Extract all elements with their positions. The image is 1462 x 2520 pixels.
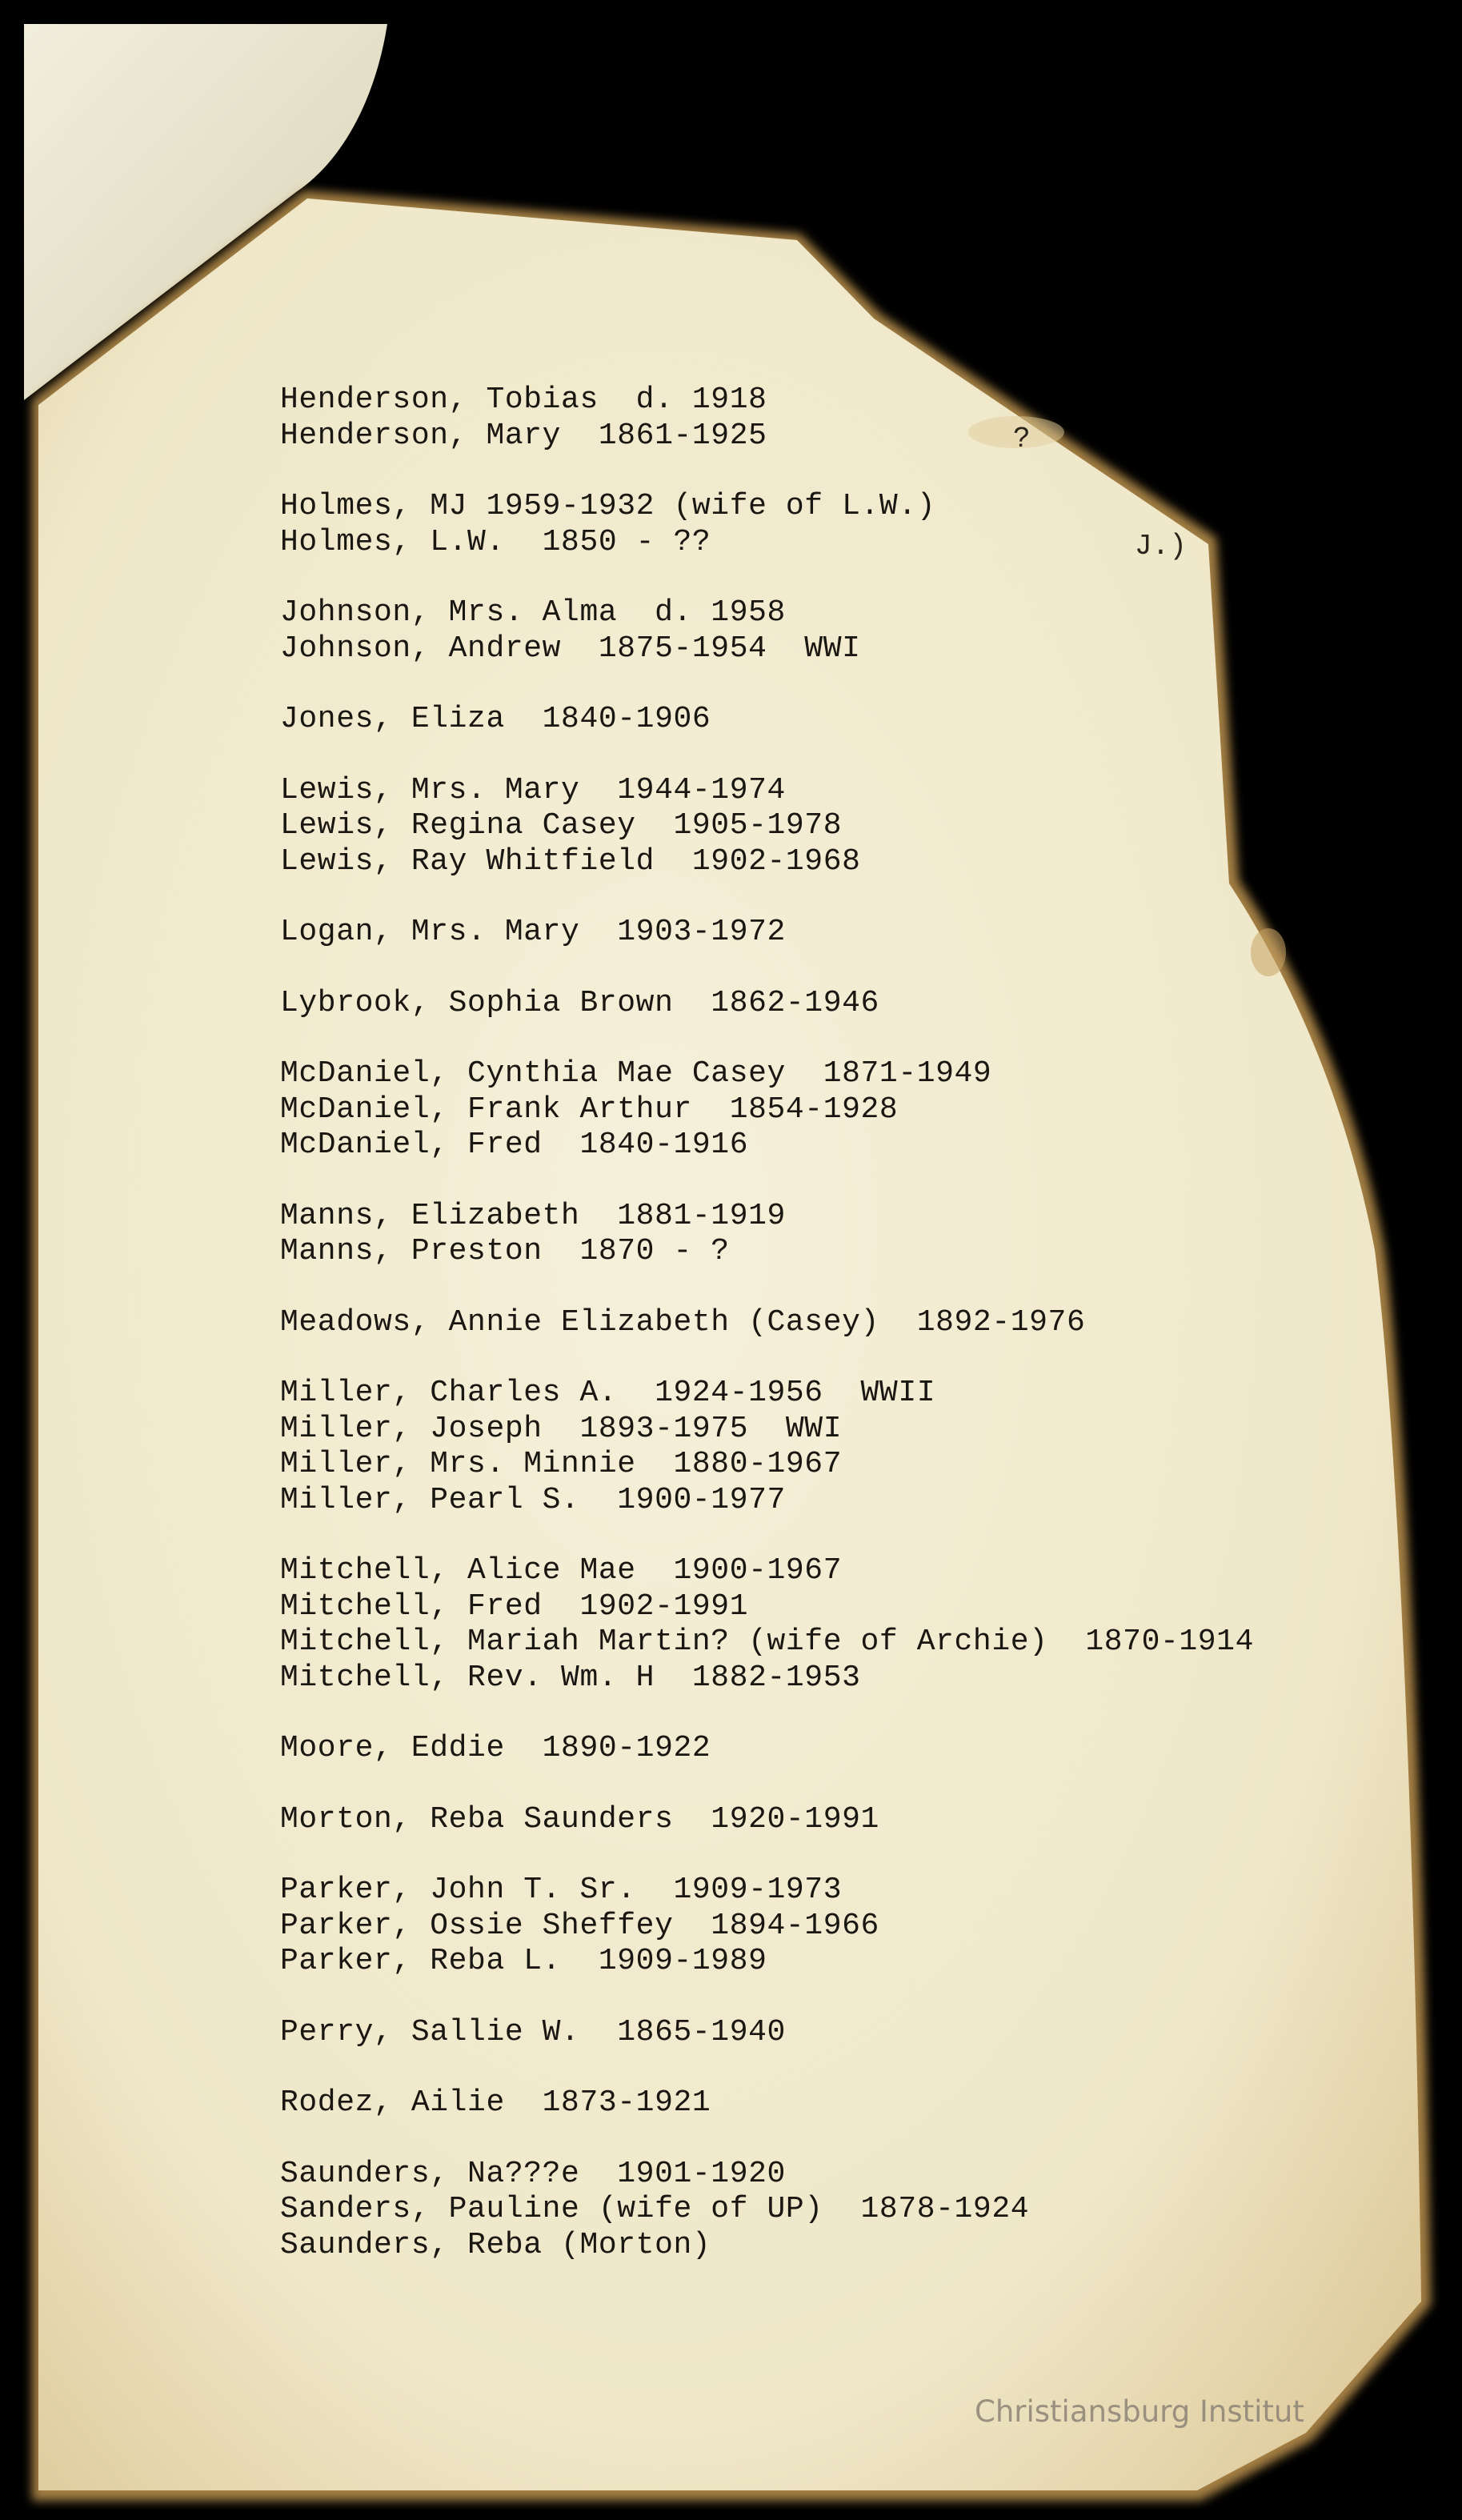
stray-initial-fragment: J.) (1135, 530, 1187, 563)
list-item: Lewis, Ray Whitfield 1902-1968 (280, 843, 861, 879)
list-item: Mitchell, Rev. Wm. H 1882-1953 (280, 1660, 861, 1695)
list-item: Miller, Mrs. Minnie 1880-1967 (280, 1447, 843, 1481)
entry-group (280, 702, 1400, 738)
entry-group (280, 915, 1400, 951)
list-item: Saunders, Na???e 1901-1920 (280, 2156, 786, 2191)
entry-group (280, 1199, 1400, 1270)
list-item: Mitchell, Alice Mae 1900-1967 (280, 1553, 843, 1588)
list-item: Miller, Charles A. 1924-1956 WWII (280, 1376, 936, 1410)
list-item: Saunders, Reba (Morton) (280, 2227, 711, 2262)
list-item: McDaniel, Fred 1840-1916 (280, 1128, 749, 1162)
list-item: Mitchell, Fred 1902-1991 (280, 1589, 749, 1624)
name-list (280, 383, 1400, 2298)
list-item: Moore, Eddie 1890-1922 (280, 1731, 711, 1765)
list-item: Jones, Eliza 1840-1906 (280, 702, 711, 736)
entry-group (280, 383, 1400, 454)
list-item: McDaniel, Cynthia Mae Casey 1871-1949 (280, 1056, 992, 1091)
entry-group (280, 2015, 1400, 2051)
entry-group (280, 2157, 1400, 2264)
entry-group (280, 489, 1400, 560)
list-item: Mitchell, Mariah Martin? (wife of Archie) 1870-1914 (280, 1625, 1254, 1659)
entry-group (280, 986, 1400, 1022)
list-item: Logan, Mrs. Mary 1903-1972 (280, 915, 786, 949)
list-item: Lewis, Regina Casey 1905-1978 (280, 808, 843, 843)
entry-group (280, 1376, 1400, 1518)
list-item: Holmes, MJ 1959-1932 (wife of L.W.) (280, 489, 936, 523)
stray-question-mark: ? (1013, 423, 1031, 455)
list-item: Henderson, Mary 1861-1925 (280, 418, 767, 453)
entry-group (280, 1873, 1400, 1980)
list-item: Perry, Sallie W. 1865-1940 (280, 2014, 786, 2049)
entry-group (280, 2085, 1400, 2121)
list-item: Parker, Reba L. 1909-1989 (280, 1944, 767, 1978)
list-item: Johnson, Andrew 1875-1954 WWI (280, 631, 861, 666)
entry-group (280, 773, 1400, 880)
list-item: Rodez, Ailie 1873-1921 (280, 2085, 711, 2120)
list-item: Sanders, Pauline (wife of UP) 1878-1924 (280, 2192, 1030, 2226)
list-item: Henderson, Tobias d. 1918 (280, 383, 767, 417)
list-item: Miller, Pearl S. 1900-1977 (280, 1482, 786, 1517)
list-item: Meadows, Annie Elizabeth (Casey) 1892-1976 (280, 1304, 1086, 1340)
list-item: Lybrook, Sophia Brown 1862-1946 (280, 985, 879, 1020)
entry-group (280, 1802, 1400, 1838)
watermark: Christiansburg Institut (975, 2394, 1304, 2429)
list-item: Manns, Preston 1870 - ? (280, 1234, 730, 1268)
entry-group (280, 1056, 1400, 1164)
entry-group (280, 1553, 1400, 1696)
entry-group (280, 595, 1400, 667)
list-item: Holmes, L.W. 1850 - ?? (280, 524, 711, 559)
list-item: Parker, Ossie Sheffey 1894-1966 (280, 1908, 879, 1943)
entry-group (280, 1731, 1400, 1767)
list-item: Morton, Reba Saunders 1920-1991 (280, 1801, 879, 1837)
list-item: Miller, Joseph 1893-1975 WWI (280, 1411, 843, 1446)
list-item: Manns, Elizabeth 1881-1919 (280, 1198, 786, 1233)
list-item: McDaniel, Frank Arthur 1854-1928 (280, 1092, 899, 1127)
list-item: Johnson, Mrs. Alma d. 1958 (280, 595, 786, 630)
entry-group (280, 1305, 1400, 1341)
list-item: Parker, John T. Sr. 1909-1973 (280, 1873, 843, 1907)
list-item: Lewis, Mrs. Mary 1944-1974 (280, 772, 786, 807)
